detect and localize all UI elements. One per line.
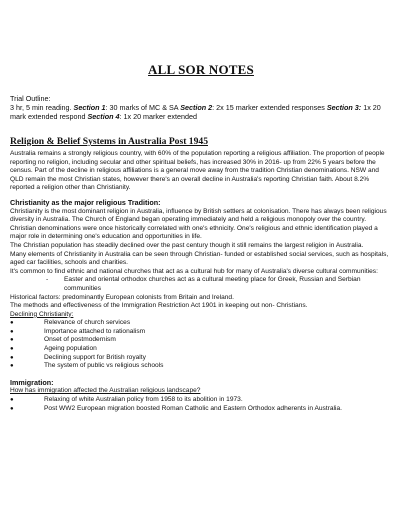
outline-details (10, 103, 392, 121)
bullet-icon: ● (10, 346, 14, 353)
list-item (10, 345, 392, 354)
bullet-icon: ● (10, 397, 14, 404)
bullet-icon: ● (10, 328, 14, 335)
list-item-text: Declining support for British royalty (44, 353, 146, 361)
section-2-label: Section 2 (180, 103, 213, 113)
outline-heading: Trial Outline: (10, 94, 51, 103)
list-item-text: Relevance of church services (44, 319, 131, 327)
bullet-icon: ● (10, 320, 14, 327)
notes-body (10, 150, 392, 413)
section-4-text: : 1x 20 marker extended (119, 112, 197, 122)
bullet-icon: ● (10, 354, 14, 361)
trial-outline (10, 94, 392, 122)
dash-marker: - (46, 276, 49, 284)
list-item (10, 336, 392, 345)
bullet-icon: ● (10, 337, 14, 344)
dash-list-item (46, 276, 392, 293)
christianity-heading: Christianity as the major religious Tradition: (10, 197, 161, 207)
bullet-icon: ● (10, 363, 14, 370)
page-title: ALL SOR NOTES (148, 62, 254, 77)
immigration-heading: Immigration: (10, 377, 54, 387)
bullet-icon: ● (10, 405, 14, 412)
section-1-text: : 30 marks of MC & SA (105, 103, 179, 113)
list-item (10, 319, 392, 328)
list-item-text: Onset of postmodernism (44, 336, 116, 344)
list-item-text: Ageing population (44, 345, 97, 353)
intro-paragraph: Australia remains a strongly religious country, with 60% of the population reporting a religious affiliation. The proportion of people reporting no religion, including secular and other spiritual beliefs, has increased 30% in 2016- up from 22% 5 years before the census. Part of the decline in religious affiliations is a general move away from the tradition Christian denominations. NSW and QLD remain the most Christian states, however there's an overall decline in Australia's reporting Christian faith. About 8.2% reported a religion other than Christianity. (10, 150, 385, 192)
declining-label: Declining Christianity: (10, 310, 74, 318)
christianity-paragraph-6: The methods and effectiveness of the Immigration Restriction Act 1901 in keeping out non- Christians. (10, 302, 308, 310)
section-heading: Religion & Belief Systems in Australia Post 1945 (10, 136, 208, 147)
dash-item-text: Easter and oriental orthodox churches act as a cultural meeting place for Greek, Russian and Serbian communities (64, 276, 361, 292)
section-1-label: Section 1 (73, 103, 106, 113)
outline-time: 3 hr, 5 min reading. (10, 103, 72, 113)
list-item (10, 362, 392, 371)
christianity-paragraph-3: Many elements of Christianity in Australia can be seen through Christian- funded or established social services, such as hospitals, aged car facilities, schools and charities. (10, 250, 389, 267)
list-item (10, 405, 392, 414)
list-item-text: Post WW2 European migration boosted Roman Catholic and Eastern Orthodox adherents in Australia. (44, 404, 342, 412)
christianity-paragraph-1: Christianity is the most dominant religion in Australia, influence by British settlers at colonisation. There has always been religious diversity in Australia. The Church of England began operating immediately and held a religious monopoly over the country. Christian denominations were once historically correlated with one's ethnicity. One's religious and ethnic identification played a major role in determining one's education and opportunities in life. (10, 207, 387, 241)
christianity-paragraph-4: It's common to find ethnic and national churches that act as a cultural hub for many of Australia's diverse cultural communities: (10, 267, 378, 275)
list-item (10, 354, 392, 363)
list-item (10, 396, 392, 405)
section-3-label: Section 3: (326, 103, 362, 113)
immigration-question: How has immigration affected the Australian religious landscape? (10, 387, 201, 395)
declining-list (10, 319, 392, 371)
christianity-paragraph-2: The Christian population has steadily declined over the past century though it still remains the largest religion in Australia. (10, 241, 364, 249)
list-item (10, 328, 392, 337)
list-item-text: Importance attached to rationalism (44, 327, 146, 335)
list-item-text: Relaxing of white Australian policy from 1958 to its abolition in 1973. (44, 396, 243, 404)
christianity-paragraph-5: Historical factors: predominantly European colonists from Britain and Ireland. (10, 293, 234, 301)
list-item-text: The system of public vs religious schools (44, 362, 164, 370)
section-4-label: Section 4 (87, 112, 120, 122)
immigration-list (10, 396, 392, 413)
section-3-text: 1x 20 mark extended respond (10, 103, 381, 122)
section-2-text: : 2x 15 marker extended responses (212, 103, 325, 113)
